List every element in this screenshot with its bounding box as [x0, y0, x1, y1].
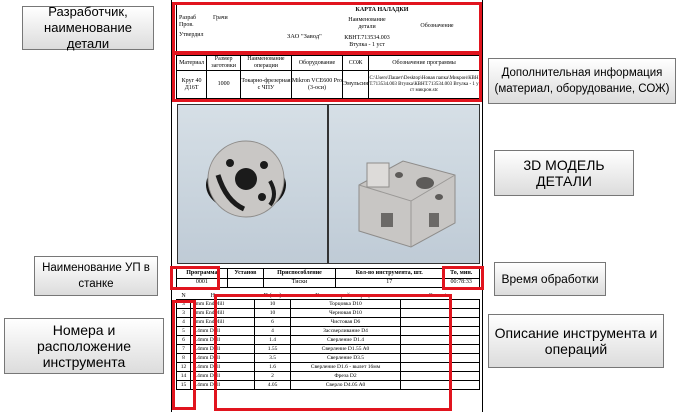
- callout-developer-text: Разработчик, наименование детали: [44, 4, 132, 51]
- ops-cell: 2.4mm Drill: [191, 381, 255, 390]
- program-cell: 00:78:33: [443, 278, 480, 288]
- part-iso-view: [329, 105, 481, 265]
- ops-cell: Сверление D3.5: [291, 354, 401, 363]
- ops-cell: 2.4mm Drill: [191, 363, 255, 372]
- ops-cell: Сверло D4.05 A0: [291, 381, 401, 390]
- ops-cell: Сверление D1.55 A0: [291, 345, 401, 354]
- part-hole: [258, 193, 266, 201]
- ops-cell: 2.4mm Drill: [191, 354, 255, 363]
- ops-cell: 2: [255, 372, 291, 381]
- callout-tools: [4, 318, 164, 374]
- info-header: Размер заготовки: [207, 56, 241, 71]
- callout-ops-desc-text: Описание инструмента и операций: [494, 325, 658, 357]
- info-cell: Эмульсия: [343, 71, 369, 99]
- ops-cell: 2.4mm Drill: [191, 327, 255, 336]
- callout-additional-text: Дополнительная информация (материал, оборудование, СОЖ): [494, 67, 670, 95]
- info-cell: C:\Users\Пашет\Desktop\Новая папка\Микрон\КВНТ.713534.003 Втулка\КВНТ.713534.003 Втулка - 1 уст микрон.stc: [369, 71, 480, 99]
- ops-cell: 8: [177, 354, 191, 363]
- role-approver: Утвердил: [179, 32, 204, 38]
- ops-cell: 15: [177, 381, 191, 390]
- ops-cell: 1.6: [255, 363, 291, 372]
- program-header: Приспособление: [263, 269, 335, 279]
- ops-cell: 10: [255, 309, 291, 318]
- info-header: Оборудование: [291, 56, 342, 71]
- ops-cell: 3.5: [255, 354, 291, 363]
- ops-cell: 3: [177, 309, 191, 318]
- info-cell: Mikron VCE600 Pro (3-оси): [291, 71, 342, 99]
- part-value: КВНТ.713534.003 Втулка - 1 уст: [344, 35, 390, 48]
- card-title: КАРТА НАЛАДКИ: [355, 7, 409, 13]
- ops-cell: 4: [177, 318, 191, 327]
- ops-cell: 1mm EndMill: [191, 318, 255, 327]
- ops-cell: Фреза D2: [291, 372, 401, 381]
- ops-cell: 4.05: [255, 381, 291, 390]
- company-name: ЗАО "Завод": [287, 33, 322, 40]
- ops-cell: Чистовая D6: [291, 318, 401, 327]
- ops-cell: 14: [177, 372, 191, 381]
- ops-cell: 7: [177, 345, 191, 354]
- ops-cell: 4mm EndMill: [191, 309, 255, 318]
- ops-header: N: [181, 293, 186, 299]
- ops-cell: 6: [255, 318, 291, 327]
- ops-cell: 2.4mm Drill: [191, 345, 255, 354]
- callout-time-text: Время обработки: [501, 272, 599, 286]
- callout-ops-desc: [488, 314, 664, 368]
- highlight-ops: [214, 294, 452, 411]
- program-header: Программа: [177, 269, 228, 279]
- ops-header: D (мм): [263, 293, 282, 299]
- program-cell: [227, 278, 263, 288]
- info-cell: 1000: [207, 71, 241, 99]
- highlight-program: [170, 266, 220, 290]
- ops-cell: 4mm EndMill: [191, 300, 255, 309]
- info-cell: Круг 40 Д16Т: [177, 71, 207, 99]
- ops-cell: Сверление D1.6 - вылет 16мм: [291, 363, 401, 372]
- part-iso-hole: [395, 172, 403, 178]
- program-cell: Тиски: [263, 278, 335, 288]
- callout-additional: [488, 58, 676, 104]
- ops-cell: 2.4mm Drill: [191, 336, 255, 345]
- ops-cell: 12: [177, 363, 191, 372]
- highlight-time: [442, 266, 484, 290]
- part-hole: [226, 159, 234, 167]
- designation-header: Обозначение: [420, 23, 454, 29]
- ops-cell: 4: [255, 327, 291, 336]
- ops-cell: 10: [255, 300, 291, 309]
- part-iso-boss: [367, 163, 389, 187]
- model-view-top: [177, 104, 328, 264]
- ops-cell: Черновая D10: [291, 309, 401, 318]
- highlight-header: [172, 2, 482, 54]
- ops-cell: Зассверливание D4: [291, 327, 401, 336]
- callout-program-name-text: Наименование УП в станке: [42, 262, 150, 290]
- part-iso-slot: [381, 213, 393, 227]
- ops-cell: 5: [177, 327, 191, 336]
- callout-tools-text: Номера и расположение инструмента: [36, 322, 132, 370]
- part-center-hole: [235, 168, 257, 190]
- model-view-iso: [328, 104, 480, 264]
- program-cell: 17: [336, 278, 443, 288]
- part-iso-slot: [429, 213, 439, 227]
- ops-header: Название: [210, 293, 235, 299]
- part-top-view: [178, 105, 329, 265]
- ops-cell: 3: [177, 300, 191, 309]
- ops-cell: 1.55: [255, 345, 291, 354]
- part-header: Наименование детали: [348, 17, 386, 30]
- ops-cell: 2.4mm Drill: [191, 372, 255, 381]
- ops-cell: Сверление D1.4: [291, 336, 401, 345]
- program-header: Кол-во инструмента, шт.: [336, 269, 443, 279]
- role-checker: Пров.: [179, 22, 194, 28]
- callout-program-name: [34, 256, 158, 296]
- info-cell: Токарно-фрезерная с ЧПУ: [241, 71, 292, 99]
- part-iso-hole: [416, 177, 434, 189]
- ops-cell: 1.4: [255, 336, 291, 345]
- ops-header: Комментарий операции: [315, 293, 376, 299]
- program-header: То, мин.: [443, 269, 480, 279]
- part-iso-hole: [435, 194, 443, 200]
- callout-model: [494, 150, 634, 196]
- highlight-tool-numbers: [172, 300, 196, 410]
- program-table: [176, 268, 480, 288]
- ops-header: Corrector: [428, 293, 452, 299]
- program-header: Установ: [227, 269, 263, 279]
- role-developer: Разраб: [179, 15, 197, 21]
- developer-name: Грачи: [213, 15, 228, 21]
- callout-time: [494, 262, 606, 296]
- info-header: СОЖ: [343, 56, 369, 71]
- info-header: Материал: [177, 56, 207, 71]
- info-header: Наименование операции: [241, 56, 292, 71]
- ops-cell: Торцовка D10: [291, 300, 401, 309]
- highlight-info: [172, 52, 482, 102]
- part-hole: [260, 161, 268, 169]
- program-cell: 0001: [177, 278, 228, 288]
- callout-developer: [22, 6, 154, 50]
- info-header: Обозначение программы: [369, 56, 480, 71]
- callout-model-text: 3D МОДЕЛЬ ДЕТАЛИ: [523, 157, 605, 189]
- ops-cell: 6: [177, 336, 191, 345]
